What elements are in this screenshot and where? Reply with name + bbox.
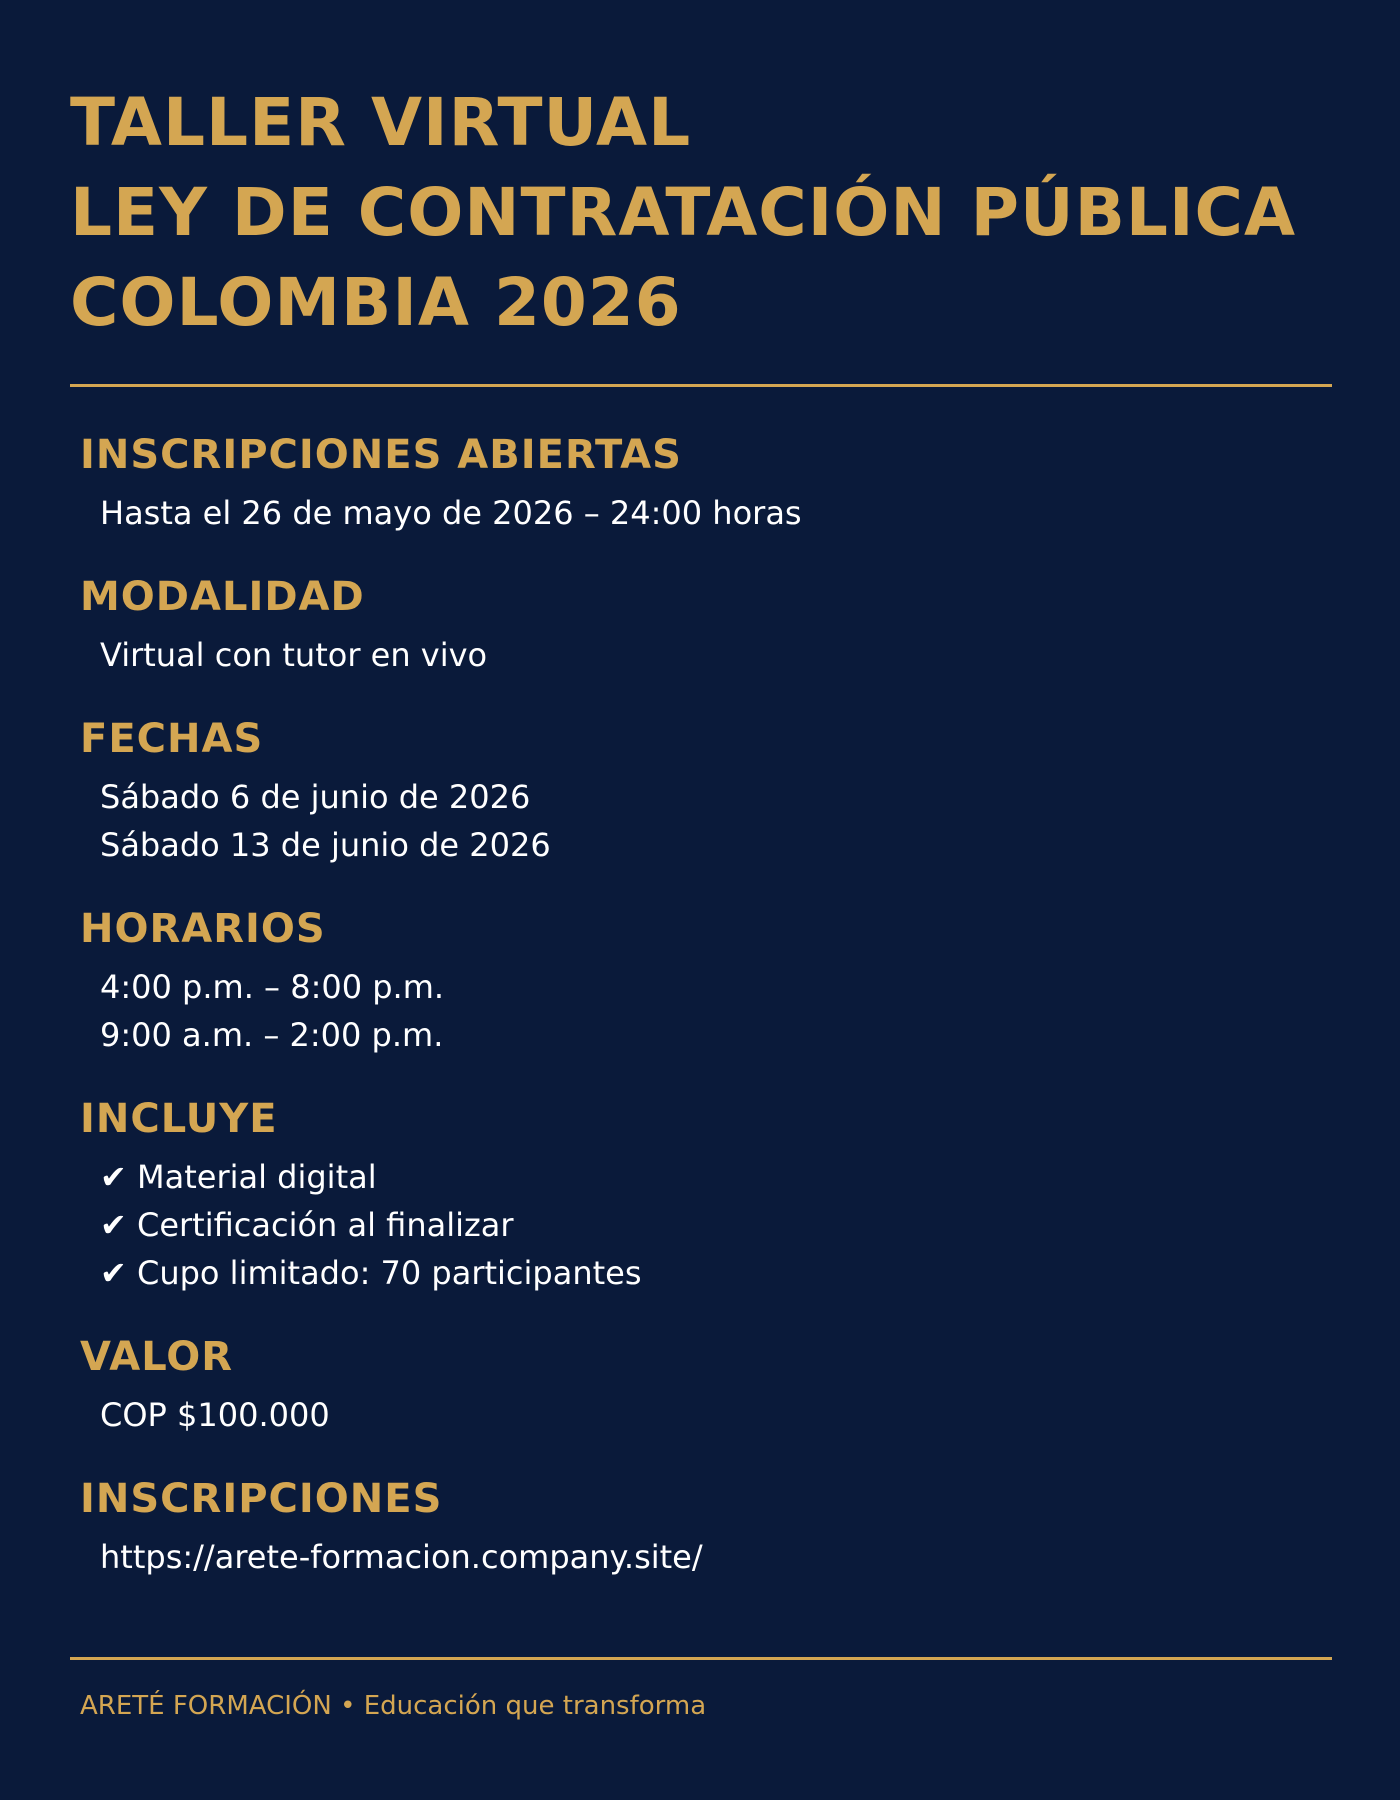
section-inscripciones-abiertas [80, 431, 1330, 537]
section-text: Virtual con tutor en vivo [100, 636, 488, 674]
section-text: 4:00 p.m. – 8:00 p.m. [100, 968, 445, 1006]
section-valor [80, 1333, 1330, 1439]
section-incluye [80, 1095, 1330, 1297]
section-inscripciones [80, 1475, 1330, 1581]
checklist-item: ✔ Material digital [100, 1158, 377, 1196]
section-fechas [80, 715, 1330, 869]
section-heading: INSCRIPCIONES ABIERTAS [80, 432, 682, 478]
section-heading: FECHAS [80, 716, 264, 762]
section-heading: VALOR [80, 1334, 234, 1380]
checklist-item: ✔ Cupo limitado: 70 participantes [100, 1254, 642, 1292]
section-text: Sábado 6 de junio de 2026 [100, 778, 531, 816]
section-text: Sábado 13 de junio de 2026 [100, 826, 551, 864]
checklist-item: ✔ Certificación al finalizar [100, 1206, 514, 1244]
info-sections [70, 387, 1330, 1581]
title-line-2: LEY DE CONTRATACIÓN PÚBLICA [70, 174, 1297, 251]
title-block [70, 0, 1330, 348]
footer-tagline: ARETÉ FORMACIÓN • Educación que transforma [80, 1691, 707, 1721]
title-line-3: COLOMBIA 2026 [70, 264, 682, 341]
section-heading: HORARIOS [80, 906, 326, 952]
section-text: Hasta el 26 de mayo de 2026 – 24:00 horas [100, 494, 802, 532]
section-text: 9:00 a.m. – 2:00 p.m. [100, 1016, 444, 1054]
section-heading: INSCRIPCIONES [80, 1476, 443, 1522]
registration-url: https://arete-formacion.company.site/ [100, 1538, 703, 1576]
bottom-divider [70, 1657, 1332, 1660]
title-line-1: TALLER VIRTUAL [70, 84, 692, 161]
section-heading: INCLUYE [80, 1096, 278, 1142]
section-modalidad [80, 573, 1330, 679]
price-text: COP $100.000 [100, 1396, 330, 1434]
section-heading: MODALIDAD [80, 574, 365, 620]
section-horarios [80, 905, 1330, 1059]
